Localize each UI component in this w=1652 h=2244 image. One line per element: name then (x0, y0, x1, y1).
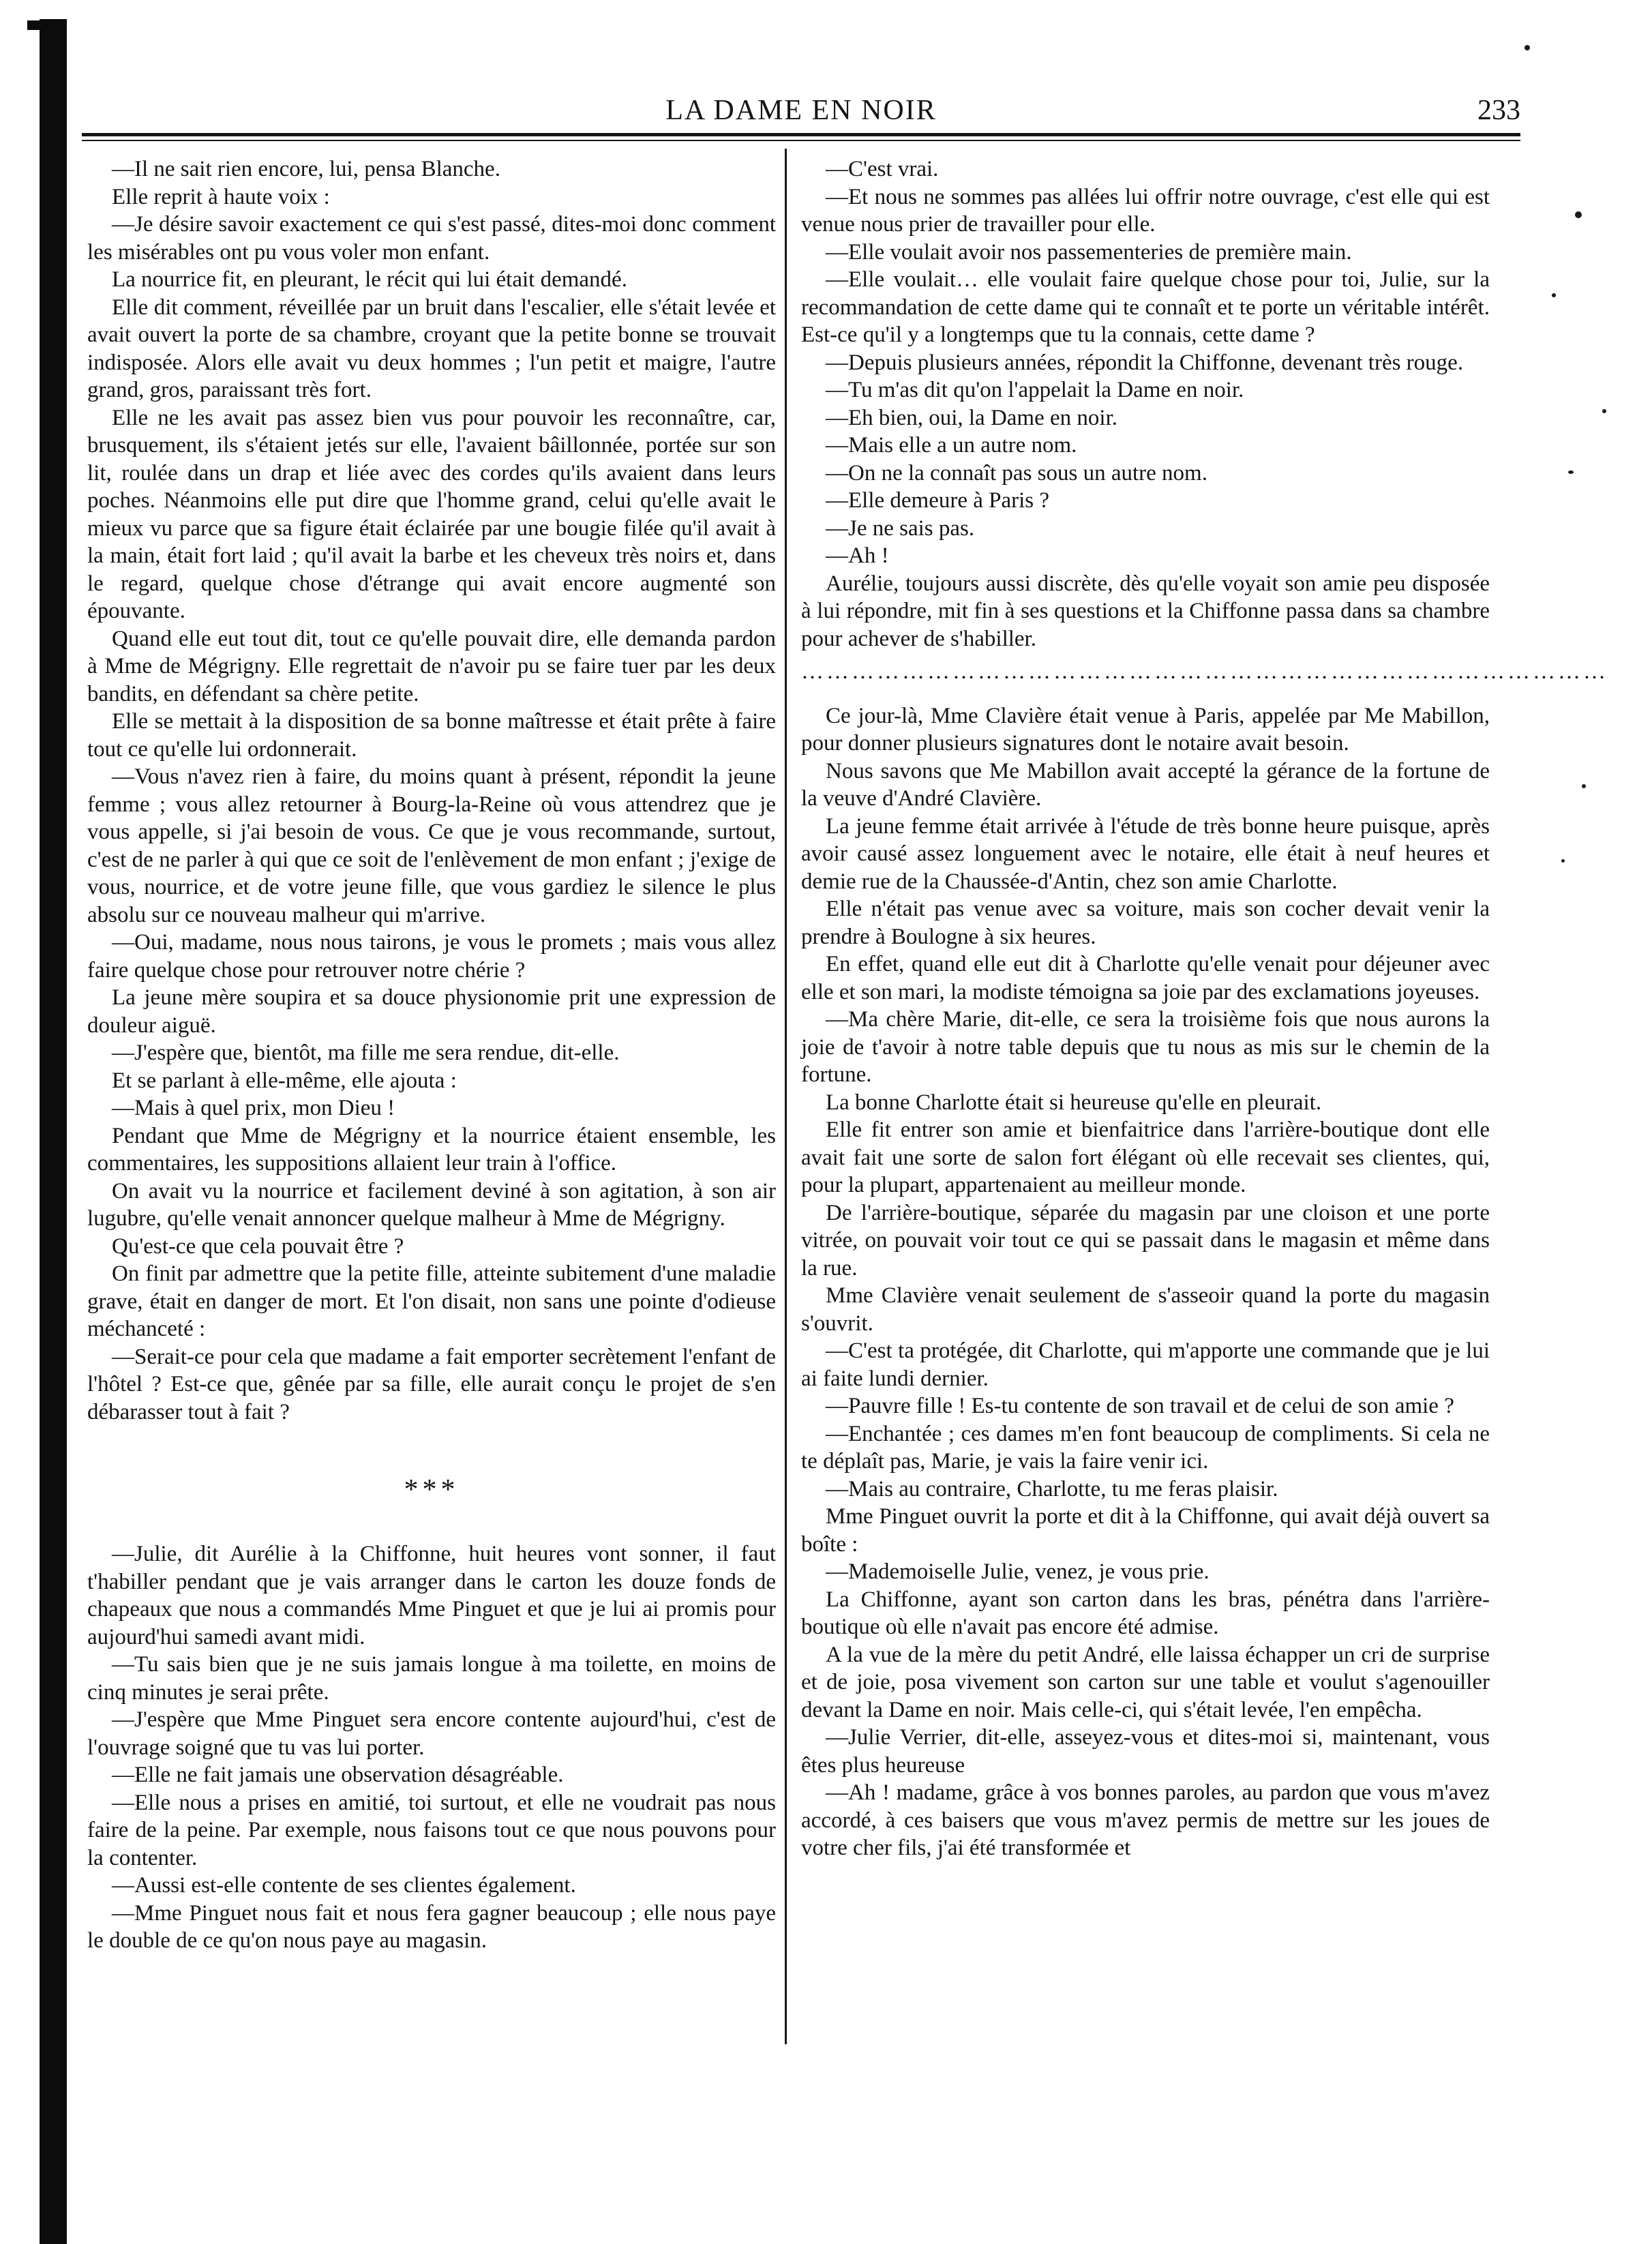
right-column (801, 155, 1608, 1862)
paragraph: —Eh bien, oui, la Dame en noir. (826, 405, 1117, 430)
paragraph: Ce jour-là, Mme Clavière était venue à Paris, appelée par Me Mabillon, pour donner plusieurs signatures dont le notaire avait besoin. (801, 703, 1490, 756)
paragraph: —Ah ! (826, 543, 889, 568)
column-divider (785, 149, 787, 2044)
paragraph: —Tu sais bien que je ne suis jamais longue à ma toilette, en moins de cinq minutes je serai prête. (87, 1652, 776, 1705)
paragraph: —Elle voulait avoir nos passementeries de première main. (826, 239, 1352, 265)
running-title: LA DAME EN NOIR (665, 95, 937, 126)
paragraph: —Julie Verrier, dit-elle, asseyez-vous et dites-moi si, maintenant, vous êtes plus heureuse (801, 1725, 1490, 1778)
paragraph: —J'espère que, bientôt, ma fille me sera rendue, dit-elle. (112, 1041, 620, 1065)
page-binding-shadow (40, 19, 67, 2244)
scan-speck (1525, 45, 1530, 50)
paragraph: —Mademoiselle Julie, venez, je vous prie. (826, 1559, 1210, 1584)
paragraph: —Elle ne fait jamais une observation désagréable. (112, 1763, 564, 1787)
paragraph: Elle n'était pas venue avec sa voiture, mais son cocher devait venir la prendre à Boulogne à six heures. (801, 897, 1490, 949)
paragraph: En effet, quand elle eut dit à Charlotte qu'elle venait pour déjeuner avec elle et son mari, la modiste témoigna sa joie par des exclamations joyeuses. (801, 952, 1490, 1004)
paragraph: —Enchantée ; ces dames m'en font beaucoup de compliments. Si cela ne te déplaît pas, Marie, je vais la faire venir ici. (801, 1421, 1490, 1473)
paragraph: —Mais elle a un autre nom. (826, 433, 1077, 458)
paragraph: Elle fit entrer son amie et bienfaitrice dans l'arrière-boutique dont elle avait fait une sorte de salon fort élégant où elle recevait ses clientes, qui, pour la plupart, appartenaient au meilleur monde. (801, 1118, 1490, 1197)
paragraph: Mme Clavière venait seulement de s'asseoir quand la porte du magasin s'ouvrit. (801, 1283, 1490, 1336)
section-separator-asterism: *** (404, 1474, 460, 1506)
paragraph: La jeune femme était arrivée à l'étude de très bonne heure puisque, après avoir causé assez longuement avec le notaire, elle était à neuf heures et demie rue de la Chaussée-d'Antin, chez son amie Charlotte. (801, 813, 1490, 894)
paragraph: On finit par admettre que la petite fille, atteinte subitement d'une maladie grave, était en danger de mort. Et l'on disait, non sans une pointe d'odieuse méchanceté : (87, 1261, 776, 1341)
page-header (82, 94, 1520, 135)
paragraph: —Tu m'as dit qu'on l'appelait la Dame en noir. (826, 378, 1244, 402)
paragraph: —Oui, madame, nous nous tairons, je vous le promets ; mais vous allez faire quelque chose pour retrouver notre chérie ? (87, 930, 776, 983)
scan-speck (1575, 211, 1582, 218)
paragraph: Quand elle eut tout dit, tout ce qu'elle pouvait dire, elle demanda pardon à Mme de Mégrigny. Elle regrettait de n'avoir pu se faire tuer par les deux bandits, en défendant sa chère petite. (87, 626, 776, 706)
paragraph: —Aussi est-elle contente de ses clientes également. (112, 1873, 576, 1898)
page-number: 233 (1477, 95, 1520, 126)
paragraph: —Ma chère Marie, dit-elle, ce sera la troisième fois que nous aurons la joie de t'avoir à notre table depuis que tu nous as mis sur le chemin de la fortune. (801, 1007, 1490, 1087)
paragraph: Pendant que Mme de Mégrigny et la nourrice étaient ensemble, les commentaires, les suppositions allaient leur train à l'office. (87, 1123, 776, 1176)
paragraph: Elle ne les avait pas assez bien vus pour pouvoir les reconnaître, car, brusquement, ils s'étaient jetés sur elle, l'avaient bâillonnée, portée sur son lit, roulée dans un drap et liée avec des cordes qu'ils avaient dans leurs poches. Néanmoins elle put dire que l'homme grand, celui qu'elle avait le mieux vu parce que sa figure était éclairée par une bougie filée qu'il avait à la main, était fort laid ; qu'il avait la barbe et les cheveux très noirs et, dans le regard, quelque chose d'étrange qui avait encore augmenté son épouvante. (87, 405, 776, 623)
paragraph: —Elle demeure à Paris ? (826, 488, 1050, 513)
paragraph: —Vous n'avez rien à faire, du moins quant à présent, répondit la jeune femme ; vous allez retourner à Bourg-la-Reine où vous attendrez que je vous appelle, si j'ai besoin de vous. Ce que je vous recommande, surtout, c'est de ne parler à qui que ce soit de l'enlèvement de mon enfant ; j'exige de vous, nourrice, et de votre jeune fille, que vous gardiez le silence le plus absolu sur ce nouveau malheur qui m'arrive. (87, 764, 776, 927)
header-rule-thick (82, 133, 1520, 136)
paragraph: On avait vu la nourrice et facilement deviné à son agitation, à son air lugubre, qu'elle venait annoncer quelque malheur à Mme de Mégrigny. (87, 1178, 776, 1231)
page-binding-mark (27, 20, 42, 30)
paragraph: —C'est ta protégée, dit Charlotte, qui m'apporte une commande que je lui ai faite lundi dernier. (801, 1338, 1490, 1391)
paragraph: —Je désire savoir exactement ce qui s'est passé, dites-moi donc comment les misérables ont pu vous voler mon enfant. (87, 212, 776, 265)
paragraph: La jeune mère soupira et sa douce physionomie prit une expression de douleur aiguë. (87, 985, 776, 1038)
paragraph: De l'arrière-boutique, séparée du magasin par une cloison et une porte vitrée, on pouvait voir tout ce qui se passait dans le magasin et même dans la rue. (801, 1200, 1490, 1281)
section-separator-dots: …………………………………………………………………………………… (801, 659, 1608, 684)
scan-speck (1582, 784, 1586, 788)
paragraph: Qu'est-ce que cela pouvait être ? (112, 1233, 404, 1259)
paragraph: Mme Pinguet ouvrit la porte et dit à la Chiffonne, qui avait déjà ouvert sa boîte : (801, 1504, 1490, 1557)
paragraph: —On ne la connaît pas sous un autre nom. (826, 460, 1207, 485)
paragraph: La bonne Charlotte était si heureuse qu'elle en pleurait. (826, 1090, 1322, 1115)
paragraph: —Je ne sais pas. (826, 515, 975, 541)
header-rule-thin (82, 140, 1520, 141)
paragraph: A la vue de la mère du petit André, elle laissa échapper un cri de surprise et de joie, posa vivement son carton sur une table et voulut s'agenouiller devant la Dame en noir. Mais celle-ci, qui s'était levée, l'en empêcha. (801, 1642, 1490, 1722)
paragraph: —Mme Pinguet nous fait et nous fera gagner beaucoup ; elle nous paye le double de ce qu'on nous paye au magasin. (87, 1900, 776, 1953)
paragraph: —Et nous ne sommes pas allées lui offrir notre ouvrage, c'est elle qui est venue nous prier de travailler pour elle. (801, 184, 1490, 237)
paragraph: Elle reprit à haute voix : (112, 184, 330, 209)
paragraph: —Elle nous a prises en amitié, toi surtout, et elle ne voudrait pas nous faire de la peine. Par exemple, nous faisons tout ce que nous pouvons pour la contenter. (87, 1790, 776, 1870)
paragraph: Et se parlant à elle-même, elle ajouta : (112, 1068, 457, 1093)
paragraph: Nous savons que Me Mabillon avait accepté la gérance de la fortune de la veuve d'André Clavière. (801, 758, 1490, 811)
paragraph: —Mais à quel prix, mon Dieu ! (112, 1096, 395, 1120)
paragraph: —Julie, dit Aurélie à la Chiffonne, huit heures vont sonner, il faut t'habiller pendant que je vais arranger dans le carton les douze fonds de chapeaux que nous a commandés Mme Pinguet et que je lui ai promis pour aujourd'hui samedi avant midi. (87, 1542, 776, 1649)
scan-speck (1602, 409, 1606, 413)
paragraph: Elle se mettait à la disposition de sa bonne maîtresse et était prête à faire tout ce qu'elle lui ordonnerait. (87, 709, 776, 762)
paragraph: —Ah ! madame, grâce à vos bonnes paroles, au pardon que vous m'avez accordé, à ces baisers que vous m'avez permis de mettre sur les joues de votre cher fils, j'ai été transformée et (801, 1780, 1490, 1860)
paragraph: —Pauvre fille ! Es-tu contente de son travail et de celui de son amie ? (826, 1394, 1454, 1418)
paragraph: —C'est vrai. (826, 157, 939, 181)
paragraph: —Elle voulait… elle voulait faire quelque chose pour toi, Julie, sur la recommandation de cette dame qui te connaît et te porte un véritable intérêt. Est-ce qu'il y a longtemps que tu la connais, cette dame ? (801, 267, 1490, 347)
paragraph: —Serait-ce pour cela que madame a fait emporter secrètement l'enfant de l'hôtel ? Est-ce que, gênée par sa fille, elle aurait conçu le projet de s'en débarasser tout à fait ? (87, 1344, 776, 1424)
paragraph: —J'espère que Mme Pinguet sera encore contente aujourd'hui, c'est de l'ouvrage soigné que tu vas lui porter. (87, 1707, 776, 1760)
paragraph: —Depuis plusieurs années, répondit la Chiffonne, devenant très rouge. (826, 350, 1464, 375)
scan-speck (1552, 293, 1556, 297)
scan-speck (1561, 859, 1565, 863)
scan-speck (1568, 470, 1574, 474)
paragraph: Elle dit comment, réveillée par un bruit dans l'escalier, elle s'était levée et avait ouvert la porte de sa chambre, croyant que la petite bonne se trouvait indisposée. Alors elle avait vu deux hommes ; l'un petit et maigre, l'autre grand, gros, paraissant très fort. (87, 295, 776, 402)
paragraph: La nourrice fit, en pleurant, le récit qui lui était demandé. (112, 267, 627, 292)
paragraph: —Mais au contraire, Charlotte, tu me feras plaisir. (826, 1476, 1278, 1501)
left-column (87, 155, 776, 1955)
paragraph: —Il ne sait rien encore, lui, pensa Blanche. (112, 157, 500, 181)
paragraph: Aurélie, toujours aussi discrète, dès qu'elle voyait son amie peu disposée à lui répondre, mit fin à ses questions et la Chiffonne passa dans sa chambre pour achever de s'habiller. (801, 571, 1490, 651)
paragraph: La Chiffonne, ayant son carton dans les bras, pénétra dans l'arrière-boutique où elle n'avait pas encore été admise. (801, 1587, 1490, 1639)
